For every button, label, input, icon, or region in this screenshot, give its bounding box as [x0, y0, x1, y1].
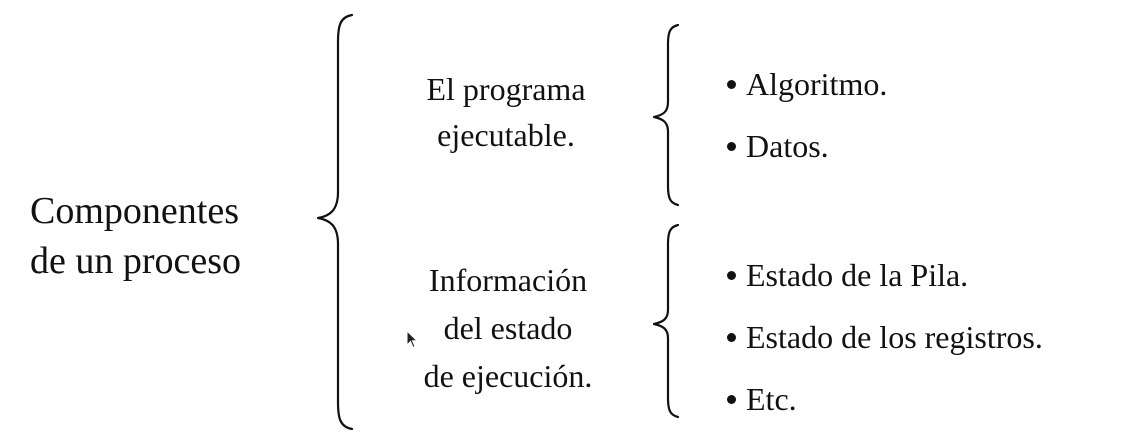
root-concept-label — [30, 186, 241, 286]
bullet-icon — [727, 333, 736, 342]
list-item — [727, 368, 1043, 430]
bullet-list-execution-state — [727, 244, 1043, 430]
group-label-execution-state — [394, 256, 622, 400]
list-item-text: Estado de los registros. — [746, 319, 1043, 355]
group-label-line: del estado — [443, 310, 573, 346]
list-item — [727, 244, 1043, 306]
bullet-list-program — [727, 53, 887, 177]
group-label-line: ejecutable. — [437, 117, 575, 153]
bullet-icon — [727, 142, 736, 151]
list-item-text: Etc. — [746, 381, 797, 417]
root-label-line-1: Componentes — [30, 190, 239, 232]
group-label-line: El programa — [426, 71, 586, 107]
bullet-icon — [727, 271, 736, 280]
mouse-cursor-icon — [406, 330, 420, 350]
bullet-icon — [727, 80, 736, 89]
bullet-icon — [727, 395, 736, 404]
list-item — [727, 306, 1043, 368]
group-label-program — [396, 66, 616, 158]
main-brace — [310, 12, 360, 432]
list-item — [727, 53, 887, 115]
list-item — [727, 115, 887, 177]
group-label-line: de ejecución. — [423, 358, 593, 394]
list-item-text: Datos. — [746, 128, 829, 164]
root-label-line-2: de un proceso — [30, 240, 242, 282]
group-brace-program — [648, 22, 682, 208]
group-label-line: Información — [428, 262, 588, 298]
list-item-text: Algoritmo. — [746, 66, 888, 102]
list-item-text: Estado de la Pila. — [746, 257, 969, 293]
group-brace-execution-state — [648, 222, 682, 420]
